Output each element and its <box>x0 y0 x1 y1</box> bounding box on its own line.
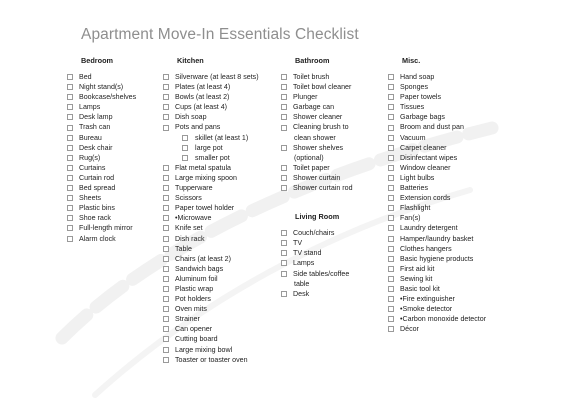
item-label: Cutting board <box>175 335 218 344</box>
item-label: Sandwich bags <box>175 264 224 273</box>
column-kitchen <box>163 56 259 365</box>
checkbox[interactable] <box>388 225 394 231</box>
item-label: Light bulbs <box>400 173 435 182</box>
checkbox[interactable] <box>388 135 394 141</box>
item-label: Tissues <box>400 103 425 112</box>
checklist-item <box>67 193 136 203</box>
checkbox[interactable] <box>182 135 188 141</box>
checkbox[interactable] <box>67 135 73 141</box>
item-label: Rug(s) <box>79 153 101 162</box>
checklist-item <box>163 324 259 334</box>
checklist-item <box>388 304 486 314</box>
item-label: Toilet paper <box>293 163 330 172</box>
item-label: Bed <box>79 73 92 81</box>
page-title: Apartment Move-In Essentials Checklist <box>81 26 359 43</box>
checklist-item <box>67 82 136 92</box>
checkbox[interactable] <box>281 260 287 266</box>
checklist-item <box>281 163 353 173</box>
item-label: Garbage bags <box>400 113 445 122</box>
checkbox[interactable] <box>388 266 394 272</box>
checkbox[interactable] <box>67 205 73 211</box>
checklist-item <box>388 244 486 254</box>
item-label: Shower curtain rod <box>293 184 353 193</box>
checklist-item <box>388 314 486 324</box>
checklist-item <box>163 122 259 132</box>
checklist-item <box>388 102 486 112</box>
checkbox[interactable] <box>163 256 169 262</box>
item-label: Hamper/laundry basket <box>400 234 474 243</box>
checklist-item <box>163 223 259 233</box>
checkbox[interactable] <box>163 246 169 252</box>
checklist-item <box>163 244 259 254</box>
checklist-item <box>281 173 353 183</box>
checkbox[interactable] <box>388 256 394 262</box>
checkbox[interactable] <box>67 185 73 191</box>
item-label: Paper towels <box>400 93 442 102</box>
checkbox[interactable] <box>163 114 169 120</box>
item-label: Bowls (at least 2) <box>175 93 230 102</box>
item-label: Extension cords <box>400 194 451 203</box>
checklist-item <box>388 183 486 193</box>
checkbox[interactable] <box>182 145 188 151</box>
item-label: clean shower <box>294 133 336 142</box>
item-label: •Microwave <box>175 214 212 223</box>
item-label: Carpet cleaner <box>400 143 447 152</box>
checklist-item <box>281 82 353 92</box>
checkbox[interactable] <box>67 125 73 131</box>
checkbox[interactable] <box>388 215 394 221</box>
checkbox[interactable] <box>388 286 394 292</box>
item-label: Broom and dust pan <box>400 123 464 132</box>
item-label: Curtains <box>79 163 106 172</box>
checklist-item <box>281 279 353 289</box>
item-label: Chairs (at least 2) <box>175 254 231 263</box>
item-label: First aid kit <box>400 264 435 273</box>
item-label: Cups (at least 4) <box>175 103 228 112</box>
checkbox[interactable] <box>388 84 394 90</box>
checklist-item <box>67 133 136 143</box>
checklist-item <box>388 143 486 153</box>
checklist-item <box>163 274 259 284</box>
checkbox[interactable] <box>67 74 73 80</box>
checkbox[interactable] <box>163 125 169 131</box>
checklist-item <box>388 173 486 183</box>
checklist-item <box>163 173 259 183</box>
item-label: Bureau <box>79 133 102 142</box>
checklist-item <box>388 324 486 334</box>
item-label: Basic hygiene products <box>400 254 474 263</box>
column-bathroom-living <box>281 56 353 299</box>
item-label: Pot holders <box>175 295 211 304</box>
checklist-item <box>67 203 136 213</box>
checklist-item <box>163 345 259 355</box>
item-label: Paper towel holder <box>175 204 235 213</box>
item-label: Knife set <box>175 224 203 233</box>
item-label: Window cleaner <box>400 163 451 172</box>
section-living-room <box>281 212 353 299</box>
checklist-item <box>281 183 353 193</box>
checkbox[interactable] <box>388 185 394 191</box>
checklist-item <box>163 284 259 294</box>
checkbox[interactable] <box>67 114 73 120</box>
item-label: Silverware (at least 8 sets) <box>175 73 259 81</box>
item-label: Trash can <box>79 123 111 132</box>
checkbox[interactable] <box>281 125 287 131</box>
checklist-item <box>163 183 259 193</box>
checkbox[interactable] <box>67 165 73 171</box>
item-label: Sheets <box>79 194 102 203</box>
item-label: (optional) <box>294 153 324 162</box>
item-label: •Fire extinguisher <box>400 295 455 304</box>
checkbox[interactable] <box>281 230 287 236</box>
checkbox[interactable] <box>163 74 169 80</box>
section-heading: Bedroom <box>81 56 114 65</box>
checkbox[interactable] <box>388 74 394 80</box>
checklist-item <box>67 112 136 122</box>
checklist-item <box>163 334 259 344</box>
checkbox[interactable] <box>388 326 394 332</box>
checklist-item <box>67 183 136 193</box>
item-label: Toilet brush <box>293 73 330 81</box>
checklist-item <box>163 112 259 122</box>
checkbox[interactable] <box>388 175 394 181</box>
checklist-item <box>163 234 259 244</box>
checklist-item <box>163 213 259 223</box>
item-label: Night stand(s) <box>79 83 124 92</box>
item-label: Aluminum foil <box>175 274 218 283</box>
checkbox[interactable] <box>163 357 169 363</box>
checklist-item <box>67 143 136 153</box>
item-label: Table <box>175 244 192 253</box>
checklist-item <box>281 258 353 268</box>
item-label: Shower shelves <box>293 143 344 152</box>
checklist-item <box>388 234 486 244</box>
item-label: Décor <box>400 325 419 334</box>
checkbox[interactable] <box>388 195 394 201</box>
checkbox[interactable] <box>163 306 169 312</box>
checkbox[interactable] <box>163 165 169 171</box>
column-misc <box>388 56 486 334</box>
checklist-item <box>388 254 486 264</box>
checkbox[interactable] <box>67 145 73 151</box>
checkbox[interactable] <box>163 104 169 110</box>
item-label: Couch/chairs <box>293 229 335 238</box>
item-label: Laundry detergent <box>400 224 458 233</box>
column-bedroom <box>67 56 136 244</box>
checklist-item <box>388 284 486 294</box>
checkbox[interactable] <box>67 104 73 110</box>
checklist-item <box>67 92 136 102</box>
checkbox[interactable] <box>163 236 169 242</box>
item-label: Pots and pans <box>175 123 221 132</box>
item-label: Bookcase/shelves <box>79 93 137 102</box>
item-label: Curtain rod <box>79 173 115 182</box>
section-bedroom <box>67 56 136 244</box>
item-label: Plastic wrap <box>175 284 214 293</box>
item-label: Sewing kit <box>400 274 433 283</box>
checkbox[interactable] <box>281 104 287 110</box>
checklist-item <box>281 112 353 122</box>
checkbox[interactable] <box>281 175 287 181</box>
item-label: Bed spread <box>79 184 116 193</box>
checkbox[interactable] <box>163 296 169 302</box>
checklist-item <box>388 294 486 304</box>
item-label: large pot <box>195 143 223 152</box>
checklist-item <box>163 133 259 143</box>
checkbox[interactable] <box>163 326 169 332</box>
checklist-item <box>388 213 486 223</box>
checklist-item <box>388 133 486 143</box>
checkbox[interactable] <box>388 94 394 100</box>
item-label: Plastic bins <box>79 204 115 213</box>
item-label: Garbage can <box>293 103 335 112</box>
checkbox[interactable] <box>388 306 394 312</box>
checklist-item <box>163 314 259 324</box>
item-label: TV <box>293 239 303 248</box>
checkbox[interactable] <box>281 84 287 90</box>
checkbox[interactable] <box>388 246 394 252</box>
section-bathroom <box>281 56 353 193</box>
item-label: Can opener <box>175 325 213 334</box>
item-label: Dish soap <box>175 113 207 122</box>
checklist-item <box>163 163 259 173</box>
item-label: Basic tool kit <box>400 284 440 293</box>
item-label: Flat metal spatula <box>175 163 231 172</box>
checkbox[interactable] <box>163 215 169 221</box>
item-label: Full-length mirror <box>79 224 133 233</box>
checkbox[interactable] <box>163 266 169 272</box>
checklist-item <box>163 264 259 274</box>
checkbox[interactable] <box>163 94 169 100</box>
checkbox[interactable] <box>163 316 169 322</box>
checkbox[interactable] <box>388 125 394 131</box>
item-label: table <box>294 279 310 288</box>
checkbox[interactable] <box>281 250 287 256</box>
item-label: Sponges <box>400 83 429 92</box>
section-misc <box>388 56 486 334</box>
checkbox[interactable] <box>388 114 394 120</box>
checkbox[interactable] <box>163 286 169 292</box>
checkbox[interactable] <box>67 225 73 231</box>
checklist-item <box>388 82 486 92</box>
checklist-item <box>281 102 353 112</box>
checkbox[interactable] <box>388 155 394 161</box>
checklist-item <box>388 72 486 82</box>
checkbox[interactable] <box>67 195 73 201</box>
item-label: Scissors <box>175 194 202 203</box>
item-label: Lamps <box>79 103 101 112</box>
checklist-item <box>281 72 353 82</box>
item-label: Shoe rack <box>79 214 111 223</box>
checkbox[interactable] <box>163 276 169 282</box>
checklist-item <box>67 72 136 82</box>
checkbox[interactable] <box>281 165 287 171</box>
checklist-item <box>163 203 259 213</box>
item-label: Desk lamp <box>79 113 113 122</box>
item-label: Flashlight <box>400 204 431 213</box>
checkbox[interactable] <box>67 236 73 242</box>
checklist-item <box>388 193 486 203</box>
checklist-item <box>67 163 136 173</box>
checkbox[interactable] <box>163 84 169 90</box>
item-label: Dish rack <box>175 234 205 243</box>
item-label: Shower curtain <box>293 173 341 182</box>
checkbox[interactable] <box>388 236 394 242</box>
checklist-item <box>67 153 136 163</box>
item-label: •Carbon monoxide detector <box>400 315 487 324</box>
checklist-item <box>388 274 486 284</box>
checklist-item <box>67 213 136 223</box>
checkbox[interactable] <box>163 347 169 353</box>
item-label: Toaster or toaster oven <box>175 355 248 364</box>
checkbox[interactable] <box>163 185 169 191</box>
checkbox[interactable] <box>388 276 394 282</box>
section-heading: Bathroom <box>295 56 330 65</box>
checkbox[interactable] <box>281 185 287 191</box>
item-label: Large mixing spoon <box>175 173 237 182</box>
checklist-item <box>388 203 486 213</box>
checklist-item <box>388 112 486 122</box>
item-label: Fan(s) <box>400 214 421 223</box>
checkbox[interactable] <box>388 104 394 110</box>
checkbox[interactable] <box>388 316 394 322</box>
item-label: Shower cleaner <box>293 113 343 122</box>
item-label: Cleaning brush to <box>293 123 349 132</box>
checklist-item <box>388 264 486 274</box>
item-label: Toilet bowl cleaner <box>293 83 352 92</box>
item-label: Desk chair <box>79 143 113 152</box>
item-label: smaller pot <box>195 153 230 162</box>
section-heading: Living Room <box>295 212 340 222</box>
checkbox[interactable] <box>67 94 73 100</box>
checklist-item <box>163 355 259 365</box>
checkbox[interactable] <box>67 84 73 90</box>
checkbox[interactable] <box>281 291 287 297</box>
checklist-item <box>388 223 486 233</box>
checkbox[interactable] <box>388 296 394 302</box>
item-label: skillet (at least 1) <box>195 133 249 142</box>
checklist-item <box>281 289 353 299</box>
checklist-item <box>163 153 259 163</box>
checklist-item <box>281 238 353 248</box>
checklist-item <box>67 122 136 132</box>
checkbox[interactable] <box>67 155 73 161</box>
checklist-item <box>67 223 136 233</box>
item-label: Hand soap <box>400 73 435 81</box>
item-label: Vacuum <box>400 133 426 142</box>
section-heading: Misc. <box>402 56 421 65</box>
checklist-item <box>163 72 259 82</box>
item-label: Tupperware <box>175 184 213 193</box>
checklist-item <box>163 92 259 102</box>
item-label: Alarm clock <box>79 234 116 243</box>
checkbox[interactable] <box>67 215 73 221</box>
checkbox[interactable] <box>388 165 394 171</box>
item-label: Batteries <box>400 184 428 193</box>
item-label: Plates (at least 4) <box>175 83 231 92</box>
checklist-item <box>67 173 136 183</box>
checklist-item <box>281 122 353 132</box>
checkbox[interactable] <box>163 205 169 211</box>
checkbox[interactable] <box>163 225 169 231</box>
section-heading: Kitchen <box>177 56 204 65</box>
item-label: Clothes hangers <box>400 244 452 253</box>
checkbox[interactable] <box>281 74 287 80</box>
checklist-item <box>163 294 259 304</box>
checklist-item <box>163 304 259 314</box>
item-label: Strainer <box>175 315 200 324</box>
checkbox[interactable] <box>163 195 169 201</box>
checklist-item <box>281 153 353 163</box>
checklist-item <box>281 228 353 238</box>
checklist-item <box>163 143 259 153</box>
checklist-item <box>163 193 259 203</box>
item-label: Side tables/coffee <box>293 269 350 278</box>
checkbox[interactable] <box>163 175 169 181</box>
checkbox[interactable] <box>182 155 188 161</box>
checkbox[interactable] <box>281 271 287 277</box>
checkbox[interactable] <box>388 145 394 151</box>
checklist-item <box>163 102 259 112</box>
item-label: Oven mits <box>175 305 207 314</box>
checkbox[interactable] <box>388 205 394 211</box>
checklist-item <box>388 163 486 173</box>
checklist-item <box>67 102 136 112</box>
checkbox[interactable] <box>281 240 287 246</box>
item-label: •Smoke detector <box>400 305 453 314</box>
checklist-item <box>281 143 353 153</box>
item-label: Disinfectant wipes <box>400 153 458 162</box>
checkbox[interactable] <box>163 336 169 342</box>
item-label: Desk <box>293 289 310 298</box>
checklist-item <box>281 92 353 102</box>
item-label: Lamps <box>293 259 315 268</box>
checklist-item <box>163 82 259 92</box>
checkbox[interactable] <box>281 114 287 120</box>
checkbox[interactable] <box>281 145 287 151</box>
checklist-item <box>67 234 136 244</box>
checklist-item <box>388 92 486 102</box>
item-label: TV stand <box>293 249 322 258</box>
checklist-item <box>281 133 353 143</box>
section-kitchen <box>163 56 259 365</box>
checklist-item <box>281 248 353 258</box>
checklist-item <box>388 153 486 163</box>
checklist-item <box>388 122 486 132</box>
item-label: Large mixing bowl <box>175 345 233 354</box>
checkbox[interactable] <box>281 94 287 100</box>
item-label: Plunger <box>293 93 318 102</box>
checklist-item <box>281 269 353 279</box>
checkbox[interactable] <box>67 175 73 181</box>
checklist-item <box>163 254 259 264</box>
